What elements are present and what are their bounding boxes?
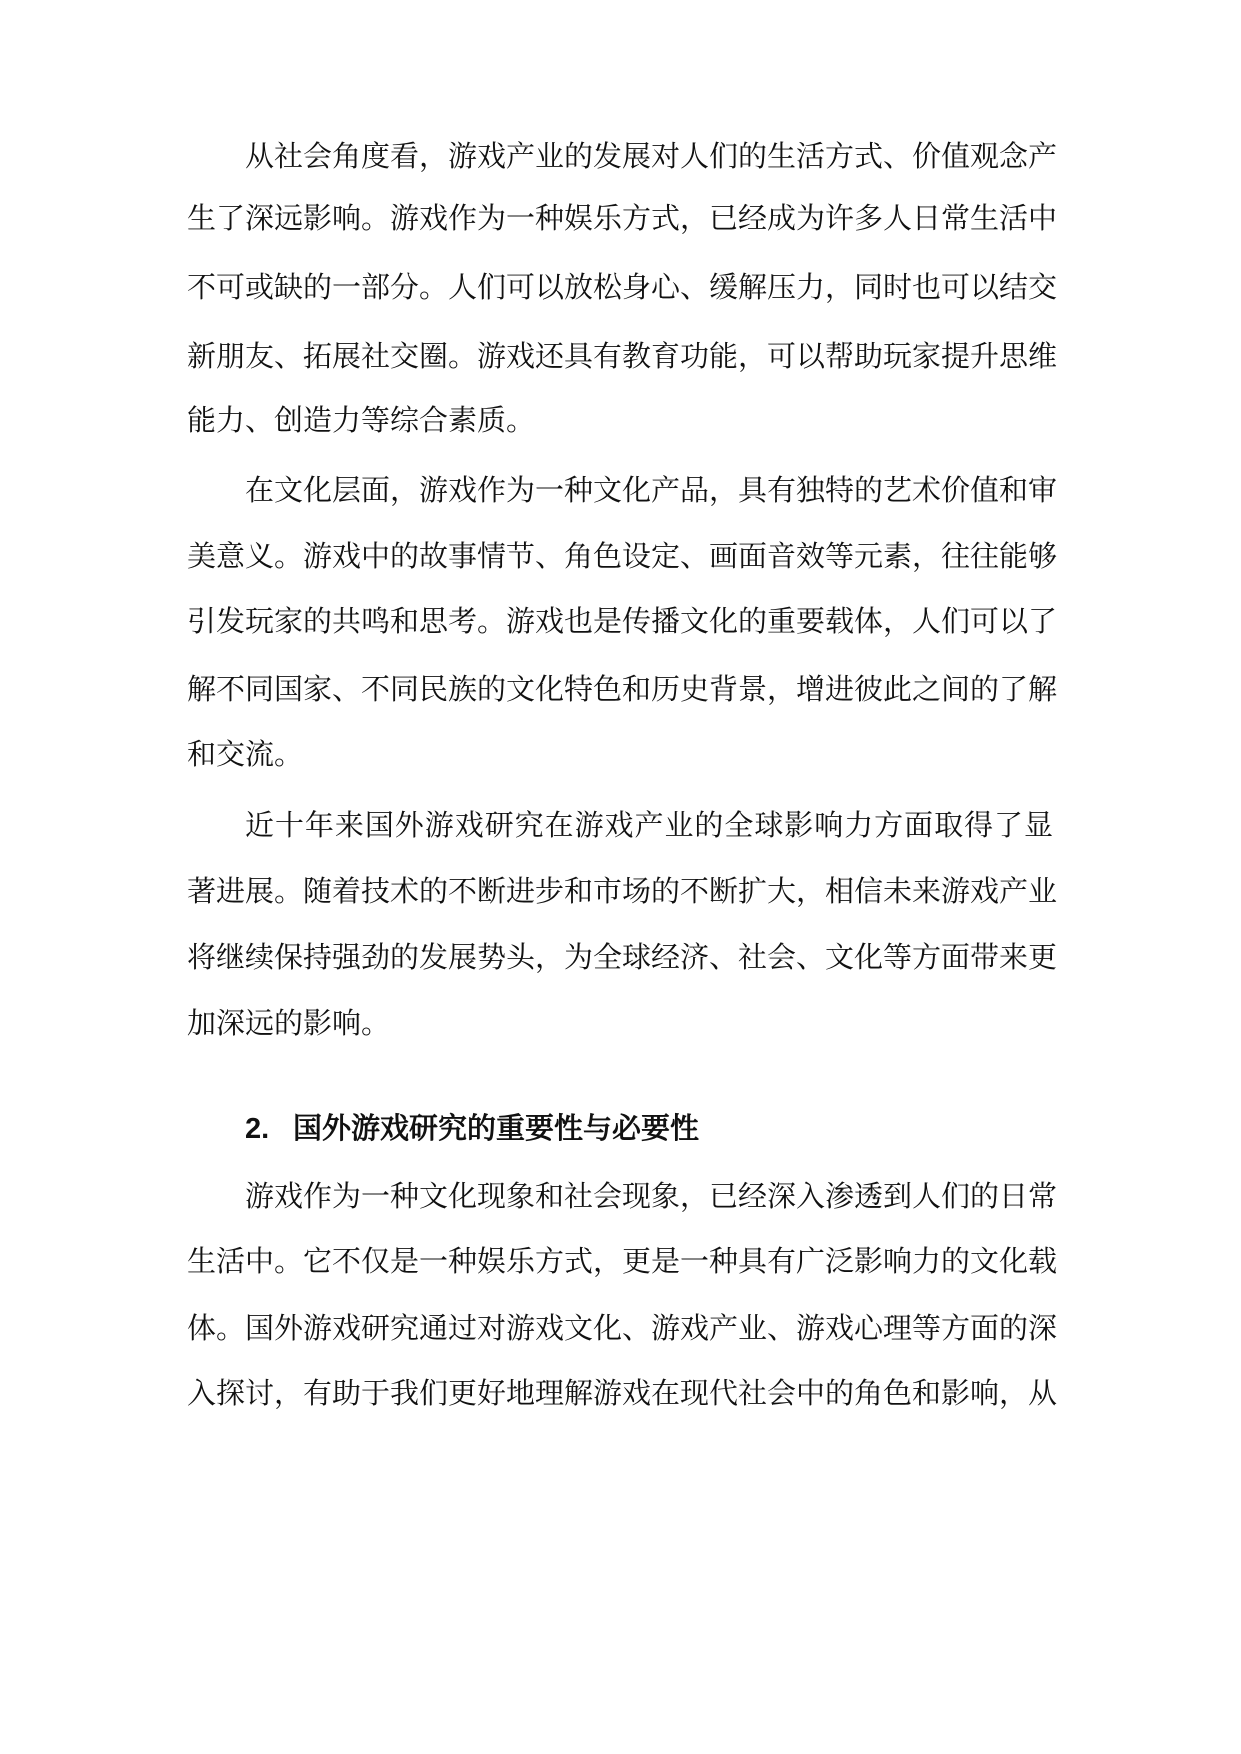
- paragraph-2-line-3: 引发玩家的共鸣和思考。游戏也是传播文化的重要载体，人们可以了: [187, 604, 1058, 638]
- paragraph-3-line-2: 著进展。随着技术的不断进步和市场的不断扩大，相信未来游戏产业: [187, 874, 1058, 908]
- paragraph-2-line-5: 和交流。: [187, 737, 304, 771]
- paragraph-1-line-1: 从社会角度看，游戏产业的发展对人们的生活方式、价值观念产: [245, 139, 1058, 173]
- paragraph-1-line-3: 不可或缺的一部分。人们可以放松身心、缓解压力，同时也可以结交: [187, 270, 1058, 304]
- section-number: 2.: [245, 1113, 270, 1145]
- paragraph-1-line-2: 生了深远影响。游戏作为一种娱乐方式，已经成为许多人日常生活中: [187, 201, 1058, 235]
- paragraph-3-line-1: 近十年来国外游戏研究在游戏产业的全球影响力方面取得了显: [245, 808, 1053, 842]
- paragraph-1-line-5: 能力、创造力等综合素质。: [187, 403, 536, 437]
- section-paragraph-line-1: 游戏作为一种文化现象和社会现象，已经深入渗透到人们的日常: [245, 1179, 1058, 1213]
- paragraph-3-line-3: 将继续保持强劲的发展势头，为全球经济、社会、文化等方面带来更: [187, 940, 1058, 974]
- paragraph-2-line-2: 美意义。游戏中的故事情节、角色设定、画面音效等元素，往往能够: [187, 539, 1058, 573]
- section-paragraph-line-2: 生活中。它不仅是一种娱乐方式，更是一种具有广泛影响力的文化载: [187, 1244, 1058, 1278]
- paragraph-1-line-4: 新朋友、拓展社交圈。游戏还具有教育功能，可以帮助玩家提升思维: [187, 339, 1058, 373]
- section-paragraph-line-3: 体。国外游戏研究通过对游戏文化、游戏产业、游戏心理等方面的深: [187, 1311, 1058, 1345]
- paragraph-2-line-4: 解不同国家、不同民族的文化特色和历史背景，增进彼此之间的了解: [187, 672, 1058, 706]
- section-paragraph-line-4: 入探讨，有助于我们更好地理解游戏在现代社会中的角色和影响，从: [187, 1376, 1058, 1410]
- section-title: 国外游戏研究的重要性与必要性: [293, 1111, 700, 1145]
- paragraph-2-line-1: 在文化层面，游戏作为一种文化产品，具有独特的艺术价值和审: [245, 473, 1058, 507]
- paragraph-3-line-4: 加深远的影响。: [187, 1006, 391, 1040]
- section-heading: [245, 1108, 699, 1149]
